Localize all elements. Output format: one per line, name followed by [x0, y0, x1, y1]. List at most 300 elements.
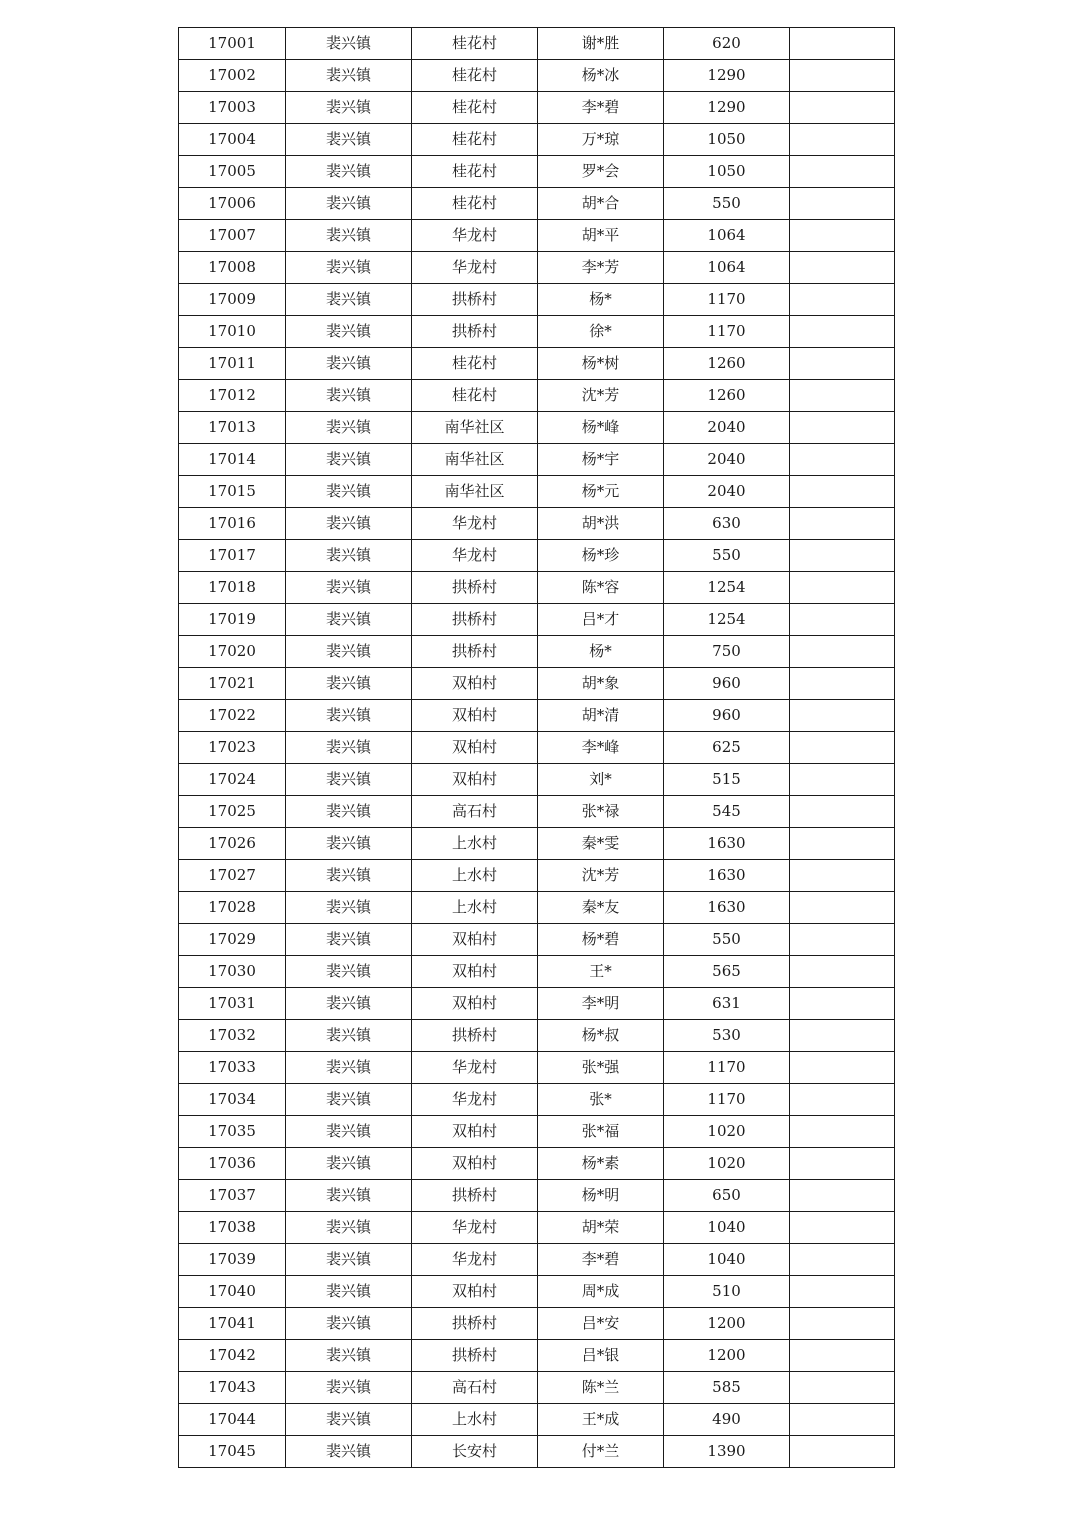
cell-note — [790, 860, 895, 892]
cell-name: 秦*雯 — [538, 828, 664, 860]
cell-village: 华龙村 — [412, 1212, 538, 1244]
cell-record-id: 17001 — [179, 28, 286, 60]
cell-village: 拱桥村 — [412, 1020, 538, 1052]
table-row — [179, 572, 895, 604]
cell-name: 李*芳 — [538, 252, 664, 284]
cell-amount: 625 — [664, 732, 790, 764]
cell-amount: 1290 — [664, 92, 790, 124]
cell-town: 裴兴镇 — [286, 92, 412, 124]
cell-village: 桂花村 — [412, 28, 538, 60]
cell-amount: 545 — [664, 796, 790, 828]
table-row — [179, 28, 895, 60]
cell-record-id: 17029 — [179, 924, 286, 956]
table-row — [179, 1116, 895, 1148]
cell-amount: 1170 — [664, 1052, 790, 1084]
cell-name: 王* — [538, 956, 664, 988]
cell-note — [790, 1244, 895, 1276]
roster-table — [178, 27, 895, 1468]
cell-village: 双柏村 — [412, 700, 538, 732]
cell-town: 裴兴镇 — [286, 1308, 412, 1340]
cell-record-id: 17002 — [179, 60, 286, 92]
roster-table-body — [179, 28, 895, 1468]
cell-village: 华龙村 — [412, 1052, 538, 1084]
cell-note — [790, 380, 895, 412]
cell-village: 双柏村 — [412, 1116, 538, 1148]
cell-town: 裴兴镇 — [286, 188, 412, 220]
cell-town: 裴兴镇 — [286, 828, 412, 860]
cell-amount: 550 — [664, 924, 790, 956]
cell-name: 罗*会 — [538, 156, 664, 188]
cell-town: 裴兴镇 — [286, 1404, 412, 1436]
cell-note — [790, 60, 895, 92]
cell-village: 双柏村 — [412, 764, 538, 796]
cell-name: 杨*碧 — [538, 924, 664, 956]
table-row — [179, 1276, 895, 1308]
cell-town: 裴兴镇 — [286, 924, 412, 956]
cell-record-id: 17023 — [179, 732, 286, 764]
cell-name: 陈*兰 — [538, 1372, 664, 1404]
cell-amount: 1170 — [664, 284, 790, 316]
cell-village: 长安村 — [412, 1436, 538, 1468]
cell-name: 胡*洪 — [538, 508, 664, 540]
cell-town: 裴兴镇 — [286, 1340, 412, 1372]
cell-amount: 750 — [664, 636, 790, 668]
cell-village: 桂花村 — [412, 380, 538, 412]
cell-village: 桂花村 — [412, 124, 538, 156]
cell-record-id: 17039 — [179, 1244, 286, 1276]
cell-town: 裴兴镇 — [286, 476, 412, 508]
cell-record-id: 17018 — [179, 572, 286, 604]
cell-record-id: 17038 — [179, 1212, 286, 1244]
cell-note — [790, 764, 895, 796]
cell-note — [790, 1116, 895, 1148]
cell-name: 杨* — [538, 284, 664, 316]
cell-name: 杨* — [538, 636, 664, 668]
cell-name: 万*琼 — [538, 124, 664, 156]
cell-village: 桂花村 — [412, 156, 538, 188]
cell-town: 裴兴镇 — [286, 1372, 412, 1404]
cell-town: 裴兴镇 — [286, 764, 412, 796]
cell-amount: 1630 — [664, 828, 790, 860]
cell-village: 上水村 — [412, 1404, 538, 1436]
cell-record-id: 17040 — [179, 1276, 286, 1308]
table-row — [179, 1372, 895, 1404]
cell-name: 徐* — [538, 316, 664, 348]
cell-note — [790, 636, 895, 668]
cell-record-id: 17022 — [179, 700, 286, 732]
table-row — [179, 124, 895, 156]
cell-village: 华龙村 — [412, 1244, 538, 1276]
cell-town: 裴兴镇 — [286, 892, 412, 924]
cell-name: 杨*素 — [538, 1148, 664, 1180]
cell-record-id: 17037 — [179, 1180, 286, 1212]
table-row — [179, 476, 895, 508]
cell-amount: 1254 — [664, 604, 790, 636]
cell-town: 裴兴镇 — [286, 604, 412, 636]
cell-name: 吕*才 — [538, 604, 664, 636]
cell-note — [790, 668, 895, 700]
cell-record-id: 17043 — [179, 1372, 286, 1404]
cell-amount: 630 — [664, 508, 790, 540]
table-row — [179, 1180, 895, 1212]
cell-name: 胡*合 — [538, 188, 664, 220]
cell-record-id: 17026 — [179, 828, 286, 860]
cell-village: 双柏村 — [412, 988, 538, 1020]
table-row — [179, 764, 895, 796]
cell-record-id: 17025 — [179, 796, 286, 828]
cell-note — [790, 476, 895, 508]
cell-name: 胡*清 — [538, 700, 664, 732]
table-row — [179, 1308, 895, 1340]
table-row — [179, 828, 895, 860]
cell-name: 张*强 — [538, 1052, 664, 1084]
table-row — [179, 508, 895, 540]
cell-amount: 1050 — [664, 156, 790, 188]
cell-record-id: 17021 — [179, 668, 286, 700]
cell-amount: 1040 — [664, 1212, 790, 1244]
table-row — [179, 700, 895, 732]
cell-name: 胡*象 — [538, 668, 664, 700]
cell-village: 华龙村 — [412, 540, 538, 572]
cell-town: 裴兴镇 — [286, 220, 412, 252]
cell-note — [790, 1148, 895, 1180]
cell-record-id: 17035 — [179, 1116, 286, 1148]
table-row — [179, 412, 895, 444]
cell-name: 王*成 — [538, 1404, 664, 1436]
cell-village: 上水村 — [412, 892, 538, 924]
cell-name: 李*碧 — [538, 1244, 664, 1276]
table-row — [179, 220, 895, 252]
cell-record-id: 17004 — [179, 124, 286, 156]
cell-town: 裴兴镇 — [286, 1084, 412, 1116]
cell-name: 张*禄 — [538, 796, 664, 828]
cell-town: 裴兴镇 — [286, 1244, 412, 1276]
cell-village: 双柏村 — [412, 956, 538, 988]
cell-record-id: 17007 — [179, 220, 286, 252]
cell-note — [790, 700, 895, 732]
cell-note — [790, 508, 895, 540]
cell-name: 胡*平 — [538, 220, 664, 252]
cell-note — [790, 284, 895, 316]
cell-amount: 1064 — [664, 220, 790, 252]
cell-village: 拱桥村 — [412, 636, 538, 668]
table-row — [179, 380, 895, 412]
cell-name: 李*峰 — [538, 732, 664, 764]
cell-town: 裴兴镇 — [286, 1180, 412, 1212]
cell-name: 杨*宇 — [538, 444, 664, 476]
cell-name: 陈*容 — [538, 572, 664, 604]
document-page — [178, 27, 894, 1468]
cell-record-id: 17041 — [179, 1308, 286, 1340]
cell-note — [790, 252, 895, 284]
cell-town: 裴兴镇 — [286, 988, 412, 1020]
cell-town: 裴兴镇 — [286, 1148, 412, 1180]
table-row — [179, 60, 895, 92]
table-row — [179, 1052, 895, 1084]
cell-town: 裴兴镇 — [286, 444, 412, 476]
cell-amount: 1630 — [664, 860, 790, 892]
cell-note — [790, 188, 895, 220]
cell-amount: 1020 — [664, 1148, 790, 1180]
cell-record-id: 17032 — [179, 1020, 286, 1052]
table-row — [179, 316, 895, 348]
table-row — [179, 284, 895, 316]
cell-village: 南华社区 — [412, 412, 538, 444]
cell-amount: 1050 — [664, 124, 790, 156]
cell-town: 裴兴镇 — [286, 1020, 412, 1052]
cell-record-id: 17033 — [179, 1052, 286, 1084]
cell-town: 裴兴镇 — [286, 700, 412, 732]
cell-note — [790, 348, 895, 380]
cell-amount: 515 — [664, 764, 790, 796]
table-row — [179, 1212, 895, 1244]
cell-amount: 2040 — [664, 444, 790, 476]
cell-record-id: 17045 — [179, 1436, 286, 1468]
cell-note — [790, 988, 895, 1020]
table-row — [179, 1244, 895, 1276]
cell-name: 付*兰 — [538, 1436, 664, 1468]
cell-note — [790, 156, 895, 188]
table-row — [179, 796, 895, 828]
table-row — [179, 252, 895, 284]
cell-note — [790, 444, 895, 476]
cell-village: 拱桥村 — [412, 604, 538, 636]
cell-village: 桂花村 — [412, 348, 538, 380]
cell-village: 上水村 — [412, 828, 538, 860]
cell-note — [790, 604, 895, 636]
table-row — [179, 1148, 895, 1180]
cell-town: 裴兴镇 — [286, 1116, 412, 1148]
cell-record-id: 17019 — [179, 604, 286, 636]
cell-amount: 1260 — [664, 380, 790, 412]
cell-village: 双柏村 — [412, 668, 538, 700]
cell-name: 杨*峰 — [538, 412, 664, 444]
cell-note — [790, 1276, 895, 1308]
cell-note — [790, 1340, 895, 1372]
cell-name: 李*明 — [538, 988, 664, 1020]
cell-record-id: 17028 — [179, 892, 286, 924]
table-row — [179, 540, 895, 572]
cell-town: 裴兴镇 — [286, 28, 412, 60]
cell-amount: 1260 — [664, 348, 790, 380]
table-row — [179, 1084, 895, 1116]
cell-amount: 585 — [664, 1372, 790, 1404]
cell-note — [790, 1308, 895, 1340]
cell-record-id: 17014 — [179, 444, 286, 476]
cell-record-id: 17009 — [179, 284, 286, 316]
cell-note — [790, 924, 895, 956]
table-row — [179, 668, 895, 700]
cell-village: 拱桥村 — [412, 572, 538, 604]
table-row — [179, 860, 895, 892]
table-row — [179, 1340, 895, 1372]
cell-town: 裴兴镇 — [286, 412, 412, 444]
cell-amount: 2040 — [664, 412, 790, 444]
cell-town: 裴兴镇 — [286, 156, 412, 188]
cell-village: 拱桥村 — [412, 316, 538, 348]
cell-amount: 550 — [664, 188, 790, 220]
cell-amount: 620 — [664, 28, 790, 60]
cell-record-id: 17034 — [179, 1084, 286, 1116]
cell-name: 杨*元 — [538, 476, 664, 508]
cell-amount: 530 — [664, 1020, 790, 1052]
cell-village: 拱桥村 — [412, 284, 538, 316]
cell-name: 秦*友 — [538, 892, 664, 924]
cell-amount: 565 — [664, 956, 790, 988]
cell-amount: 1040 — [664, 1244, 790, 1276]
cell-village: 南华社区 — [412, 476, 538, 508]
cell-town: 裴兴镇 — [286, 252, 412, 284]
cell-record-id: 17013 — [179, 412, 286, 444]
cell-record-id: 17005 — [179, 156, 286, 188]
cell-town: 裴兴镇 — [286, 540, 412, 572]
cell-amount: 550 — [664, 540, 790, 572]
table-row — [179, 956, 895, 988]
cell-record-id: 17036 — [179, 1148, 286, 1180]
cell-name: 谢*胜 — [538, 28, 664, 60]
table-row — [179, 892, 895, 924]
cell-amount: 490 — [664, 1404, 790, 1436]
cell-village: 桂花村 — [412, 92, 538, 124]
cell-name: 吕*银 — [538, 1340, 664, 1372]
cell-town: 裴兴镇 — [286, 1052, 412, 1084]
cell-village: 桂花村 — [412, 60, 538, 92]
table-row — [179, 988, 895, 1020]
cell-name: 杨*叔 — [538, 1020, 664, 1052]
cell-amount: 960 — [664, 668, 790, 700]
cell-note — [790, 1404, 895, 1436]
cell-name: 张*福 — [538, 1116, 664, 1148]
cell-amount: 1200 — [664, 1308, 790, 1340]
cell-record-id: 17031 — [179, 988, 286, 1020]
cell-town: 裴兴镇 — [286, 124, 412, 156]
cell-town: 裴兴镇 — [286, 1276, 412, 1308]
cell-record-id: 17044 — [179, 1404, 286, 1436]
cell-amount: 1630 — [664, 892, 790, 924]
cell-village: 拱桥村 — [412, 1308, 538, 1340]
cell-town: 裴兴镇 — [286, 732, 412, 764]
table-row — [179, 156, 895, 188]
cell-village: 华龙村 — [412, 1084, 538, 1116]
cell-town: 裴兴镇 — [286, 508, 412, 540]
cell-name: 沈*芳 — [538, 380, 664, 412]
cell-note — [790, 412, 895, 444]
table-row — [179, 604, 895, 636]
cell-amount: 1290 — [664, 60, 790, 92]
cell-village: 高石村 — [412, 1372, 538, 1404]
cell-name: 周*成 — [538, 1276, 664, 1308]
table-row — [179, 92, 895, 124]
cell-town: 裴兴镇 — [286, 668, 412, 700]
table-row — [179, 1404, 895, 1436]
cell-town: 裴兴镇 — [286, 1436, 412, 1468]
cell-village: 华龙村 — [412, 252, 538, 284]
cell-note — [790, 92, 895, 124]
cell-village: 双柏村 — [412, 732, 538, 764]
table-row — [179, 348, 895, 380]
table-row — [179, 444, 895, 476]
cell-name: 杨*冰 — [538, 60, 664, 92]
cell-record-id: 17003 — [179, 92, 286, 124]
cell-town: 裴兴镇 — [286, 636, 412, 668]
cell-record-id: 17010 — [179, 316, 286, 348]
cell-note — [790, 316, 895, 348]
cell-village: 华龙村 — [412, 220, 538, 252]
cell-amount: 1254 — [664, 572, 790, 604]
cell-note — [790, 572, 895, 604]
cell-amount: 650 — [664, 1180, 790, 1212]
cell-village: 拱桥村 — [412, 1180, 538, 1212]
cell-record-id: 17027 — [179, 860, 286, 892]
cell-record-id: 17006 — [179, 188, 286, 220]
cell-village: 双柏村 — [412, 1276, 538, 1308]
cell-note — [790, 892, 895, 924]
table-row — [179, 1020, 895, 1052]
cell-name: 杨*树 — [538, 348, 664, 380]
cell-record-id: 17020 — [179, 636, 286, 668]
cell-town: 裴兴镇 — [286, 572, 412, 604]
cell-amount: 2040 — [664, 476, 790, 508]
cell-name: 张* — [538, 1084, 664, 1116]
cell-name: 刘* — [538, 764, 664, 796]
cell-name: 胡*荣 — [538, 1212, 664, 1244]
cell-village: 高石村 — [412, 796, 538, 828]
cell-note — [790, 28, 895, 60]
cell-record-id: 17017 — [179, 540, 286, 572]
cell-amount: 1170 — [664, 1084, 790, 1116]
cell-name: 杨*明 — [538, 1180, 664, 1212]
cell-amount: 510 — [664, 1276, 790, 1308]
cell-village: 双柏村 — [412, 1148, 538, 1180]
cell-note — [790, 1212, 895, 1244]
cell-amount: 1064 — [664, 252, 790, 284]
cell-town: 裴兴镇 — [286, 956, 412, 988]
cell-note — [790, 1052, 895, 1084]
cell-amount: 1170 — [664, 316, 790, 348]
cell-note — [790, 732, 895, 764]
cell-amount: 1020 — [664, 1116, 790, 1148]
cell-record-id: 17011 — [179, 348, 286, 380]
table-row — [179, 636, 895, 668]
cell-village: 南华社区 — [412, 444, 538, 476]
cell-town: 裴兴镇 — [286, 60, 412, 92]
cell-record-id: 17030 — [179, 956, 286, 988]
cell-town: 裴兴镇 — [286, 796, 412, 828]
cell-name: 吕*安 — [538, 1308, 664, 1340]
cell-name: 杨*珍 — [538, 540, 664, 572]
cell-village: 华龙村 — [412, 508, 538, 540]
cell-note — [790, 1180, 895, 1212]
cell-record-id: 17042 — [179, 1340, 286, 1372]
cell-note — [790, 1084, 895, 1116]
cell-town: 裴兴镇 — [286, 380, 412, 412]
cell-note — [790, 956, 895, 988]
cell-note — [790, 1372, 895, 1404]
cell-note — [790, 1020, 895, 1052]
cell-record-id: 17015 — [179, 476, 286, 508]
cell-amount: 1200 — [664, 1340, 790, 1372]
cell-name: 李*碧 — [538, 92, 664, 124]
cell-amount: 960 — [664, 700, 790, 732]
cell-record-id: 17012 — [179, 380, 286, 412]
cell-note — [790, 828, 895, 860]
cell-note — [790, 124, 895, 156]
cell-village: 桂花村 — [412, 188, 538, 220]
cell-note — [790, 796, 895, 828]
table-row — [179, 188, 895, 220]
cell-record-id: 17008 — [179, 252, 286, 284]
cell-record-id: 17024 — [179, 764, 286, 796]
